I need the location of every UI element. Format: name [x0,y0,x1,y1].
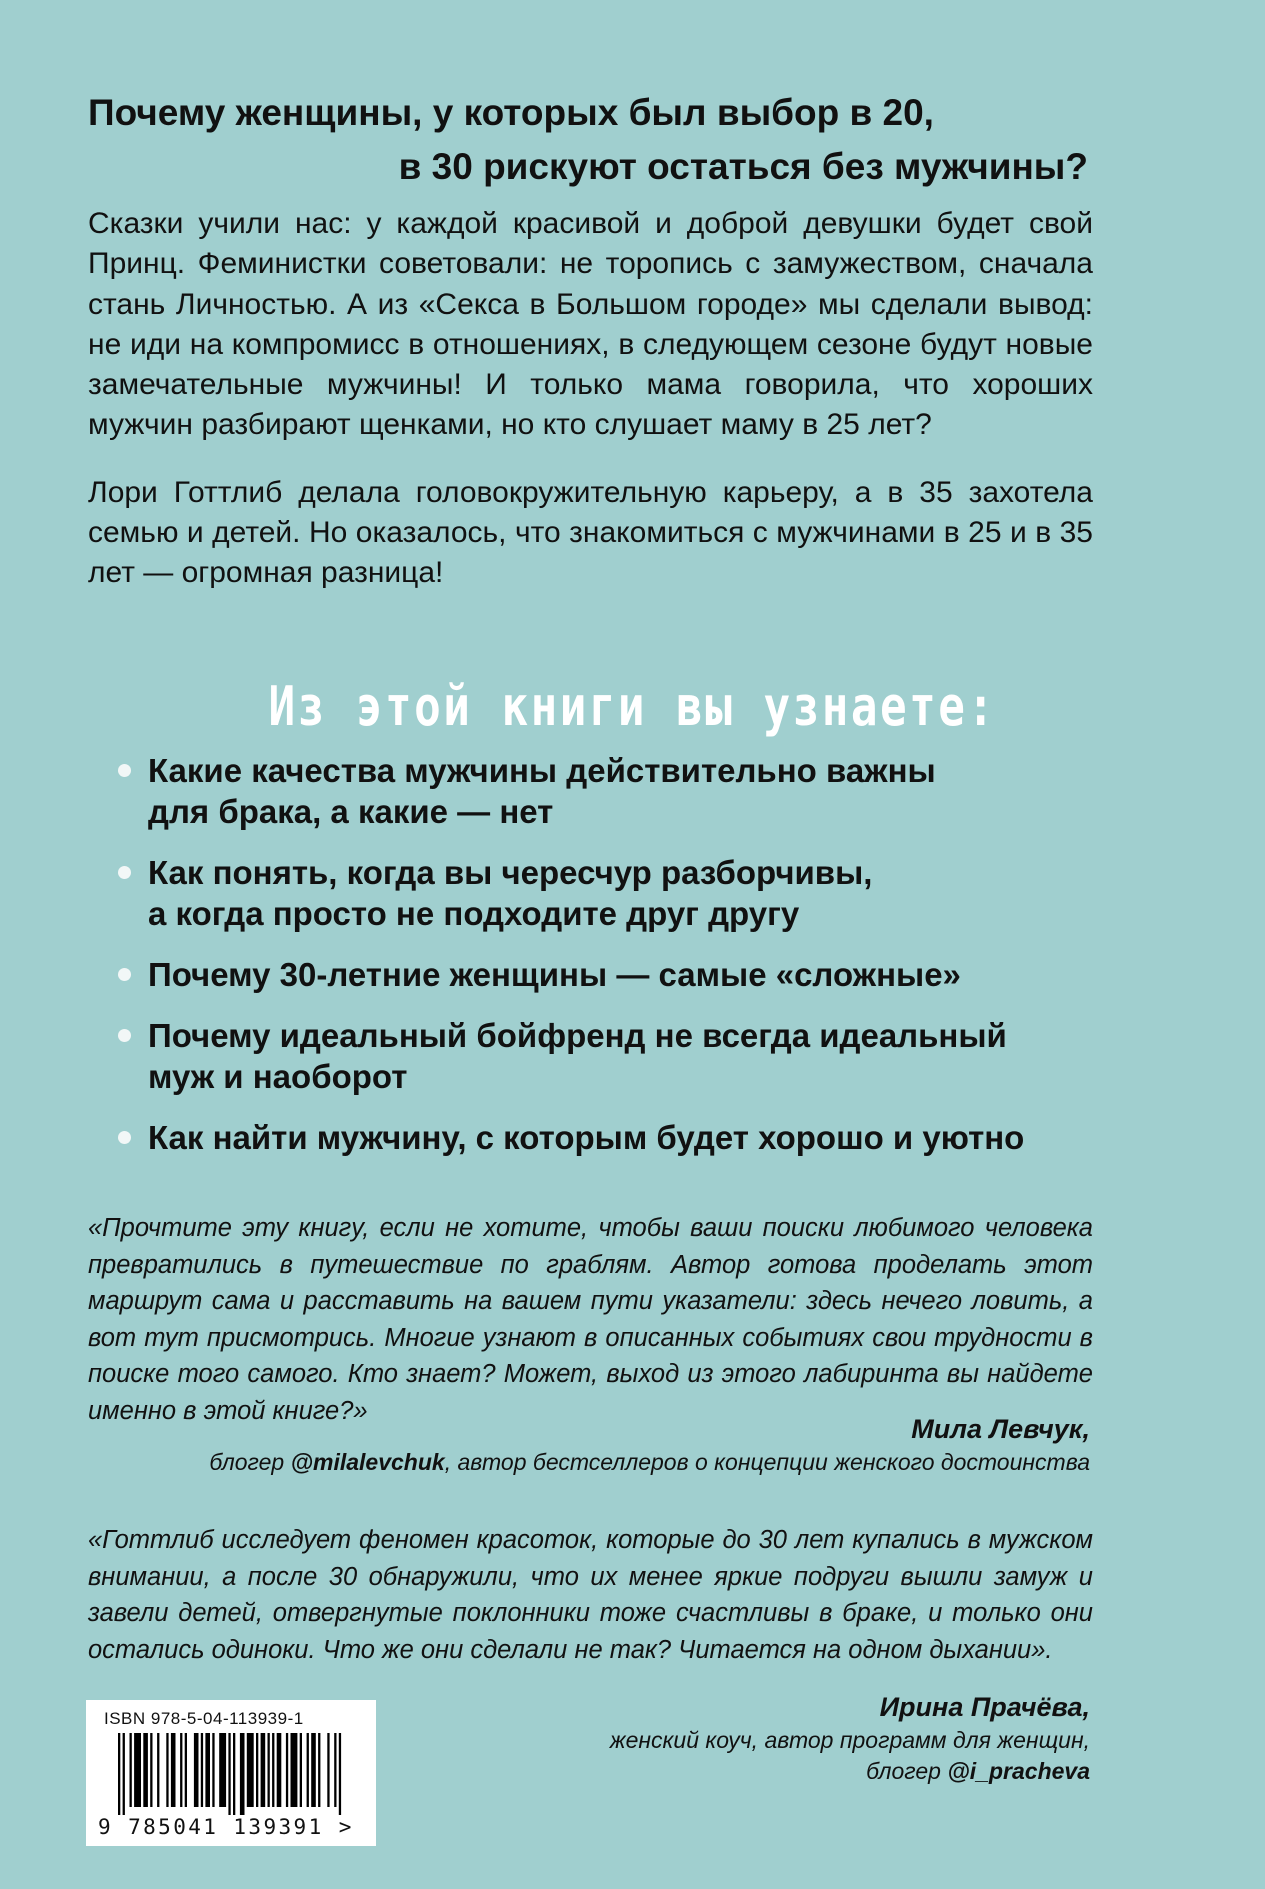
barcode-bar [219,1733,226,1807]
reviewer-handle: @milalevchuk [290,1449,445,1475]
barcode-bar [157,1733,159,1807]
bullet-dot-icon [118,1029,131,1042]
barcode-bar [311,1733,316,1807]
barcode-bar [201,1733,203,1807]
learn-item [118,750,1098,832]
barcode-bar [212,1733,214,1807]
barcode-bar [272,1733,274,1807]
bullet-dot-icon [118,866,131,879]
barcode-bar [118,1733,120,1815]
barcode-bar [123,1733,125,1815]
barcode-bar [334,1733,336,1807]
barcode-bar [339,1733,341,1815]
review-quote-2: «Готтлиб исследует феномен красоток, которые до 30 лет купались в мужском внимании, а после 30 обнаружили, что их менее яркие подруги вышли замуж и завели детей, отвергнутые поклонники тоже счастливы в браке, и только они остались одиноки. Что же они сделали не так? Читается на одном дыхании». [88,1526,1093,1664]
barcode-bar [247,1733,254,1807]
review-attribution-1 [209,1411,1090,1478]
reviewer-role-suffix: , автор бестселлеров о концепции женского достоинства [444,1449,1090,1475]
reviewer-role-prefix: блогер [866,1758,948,1784]
learn-item [118,954,1098,995]
learn-item [118,1015,1098,1097]
barcode-bar [233,1733,235,1815]
learn-item-line-2: а когда просто не подходите друг другу [148,895,800,932]
learn-item-line-2: муж и наоборот [148,1058,408,1095]
review-attribution-2 [610,1689,1090,1787]
learn-item-line-2: для брака, а какие — нет [148,793,554,830]
learn-heading: Из этой книги вы узнаете: [268,675,997,738]
intro-paragraph-1: Сказки учили нас: у каждой красивой и доброй девушки будет свой Принц. Феминистки советовали: не торопись с замужеством, сначала стань Личностью. А из «Секса в Большом городе» мы сделали вывод: не иди на компромисс в отношениях, в следующем сезоне будут новые замечательные мужчины! И только мама говорила, что хороших мужчин разбирают щенками, но кто слушает маму в 25 лет? [88,207,1093,442]
barcode-bar [166,1733,168,1807]
reviewer-name: Ирина Прачёва, [879,1692,1090,1722]
barcode-bar [256,1733,258,1807]
barcode-graphic [118,1733,354,1815]
barcode-bar [194,1733,199,1807]
barcode-bar [228,1733,230,1815]
barcode-bar [205,1733,210,1807]
isbn-label: ISBN 978-5-04-113939-1 [104,1709,304,1728]
barcode-bar [300,1733,302,1807]
reviewer-role-blog [610,1756,1090,1787]
barcode-bar [130,1733,132,1807]
reviewer-handle: @i_pracheva [947,1758,1090,1784]
barcode-digits: 9 785041 139391 > [98,1815,354,1839]
barcode-bar [143,1733,148,1807]
learn-item-line-1: Как понять, когда вы чересчур разборчивы, [148,854,873,891]
bullet-dot-icon [118,968,131,981]
intro-paragraph-2: Лори Готтлиб делала головокружительную карьеру, а в 35 захотела семью и детей. Но оказалось, что знакомиться с мужчинами в 25 и в 35 лет — огромная разница! [88,475,1093,590]
reviewer-name: Мила Левчук, [911,1414,1090,1444]
learn-item-line-1: Как найти мужчину, с которым будет хорошо и уютно [148,1119,1025,1156]
learn-item-line-1: Почему 30-летние женщины — самые «сложные» [148,956,961,993]
learn-item [118,852,1098,934]
barcode-bar [261,1733,266,1807]
bullet-dot-icon [118,1131,131,1144]
reviewer-role [209,1447,1090,1478]
barcode-bar [171,1733,176,1807]
headline-line-2: в 30 рискуют остаться без мужчины? [398,146,1088,187]
learn-list [118,750,1098,1178]
barcode-bar [240,1733,245,1815]
learn-item-line-1: Какие качества мужчины действительно важны [148,752,936,789]
intro-text [88,204,1093,594]
barcode-bar [150,1733,152,1807]
barcode-bar [268,1733,270,1807]
barcode-bar [327,1733,329,1807]
review-quote-1: «Прочтите эту книгу, если не хотите, чтобы ваши поиски любимого человека превратились в путешествие по граблям. Автор готова проделать этот маршрут сама и расставить на вашем пути указатели: здесь нечего ловить, а вот тут присмотрись. Многие узнают в описанных событиях свои трудности в поиске того самого. Кто знает? Может, выход из этого лабиринта вы найдете именно в этой книге?» [88,1214,1093,1425]
barcode-bar [291,1733,298,1807]
reviewer-role-prefix: блогер [209,1449,291,1475]
learn-item-line-1: Почему идеальный бойфренд не всегда идеальный [148,1017,1007,1054]
barcode-bar [134,1733,141,1807]
barcode-bar [307,1733,309,1807]
barcode-bars [118,1733,354,1815]
reviewer-role: женский коуч, автор программ для женщин, [609,1727,1090,1753]
barcode-bar [180,1733,182,1807]
barcode-bar [185,1733,187,1807]
barcode-bar [277,1733,282,1807]
headline [88,86,1088,194]
barcode-bar [286,1733,288,1807]
bullet-dot-icon [118,764,131,777]
headline-line-1: Почему женщины, у которых был выбор в 20, [88,92,934,133]
barcode-bar [318,1733,320,1807]
learn-item [118,1117,1098,1158]
isbn-barcode [86,1700,376,1846]
